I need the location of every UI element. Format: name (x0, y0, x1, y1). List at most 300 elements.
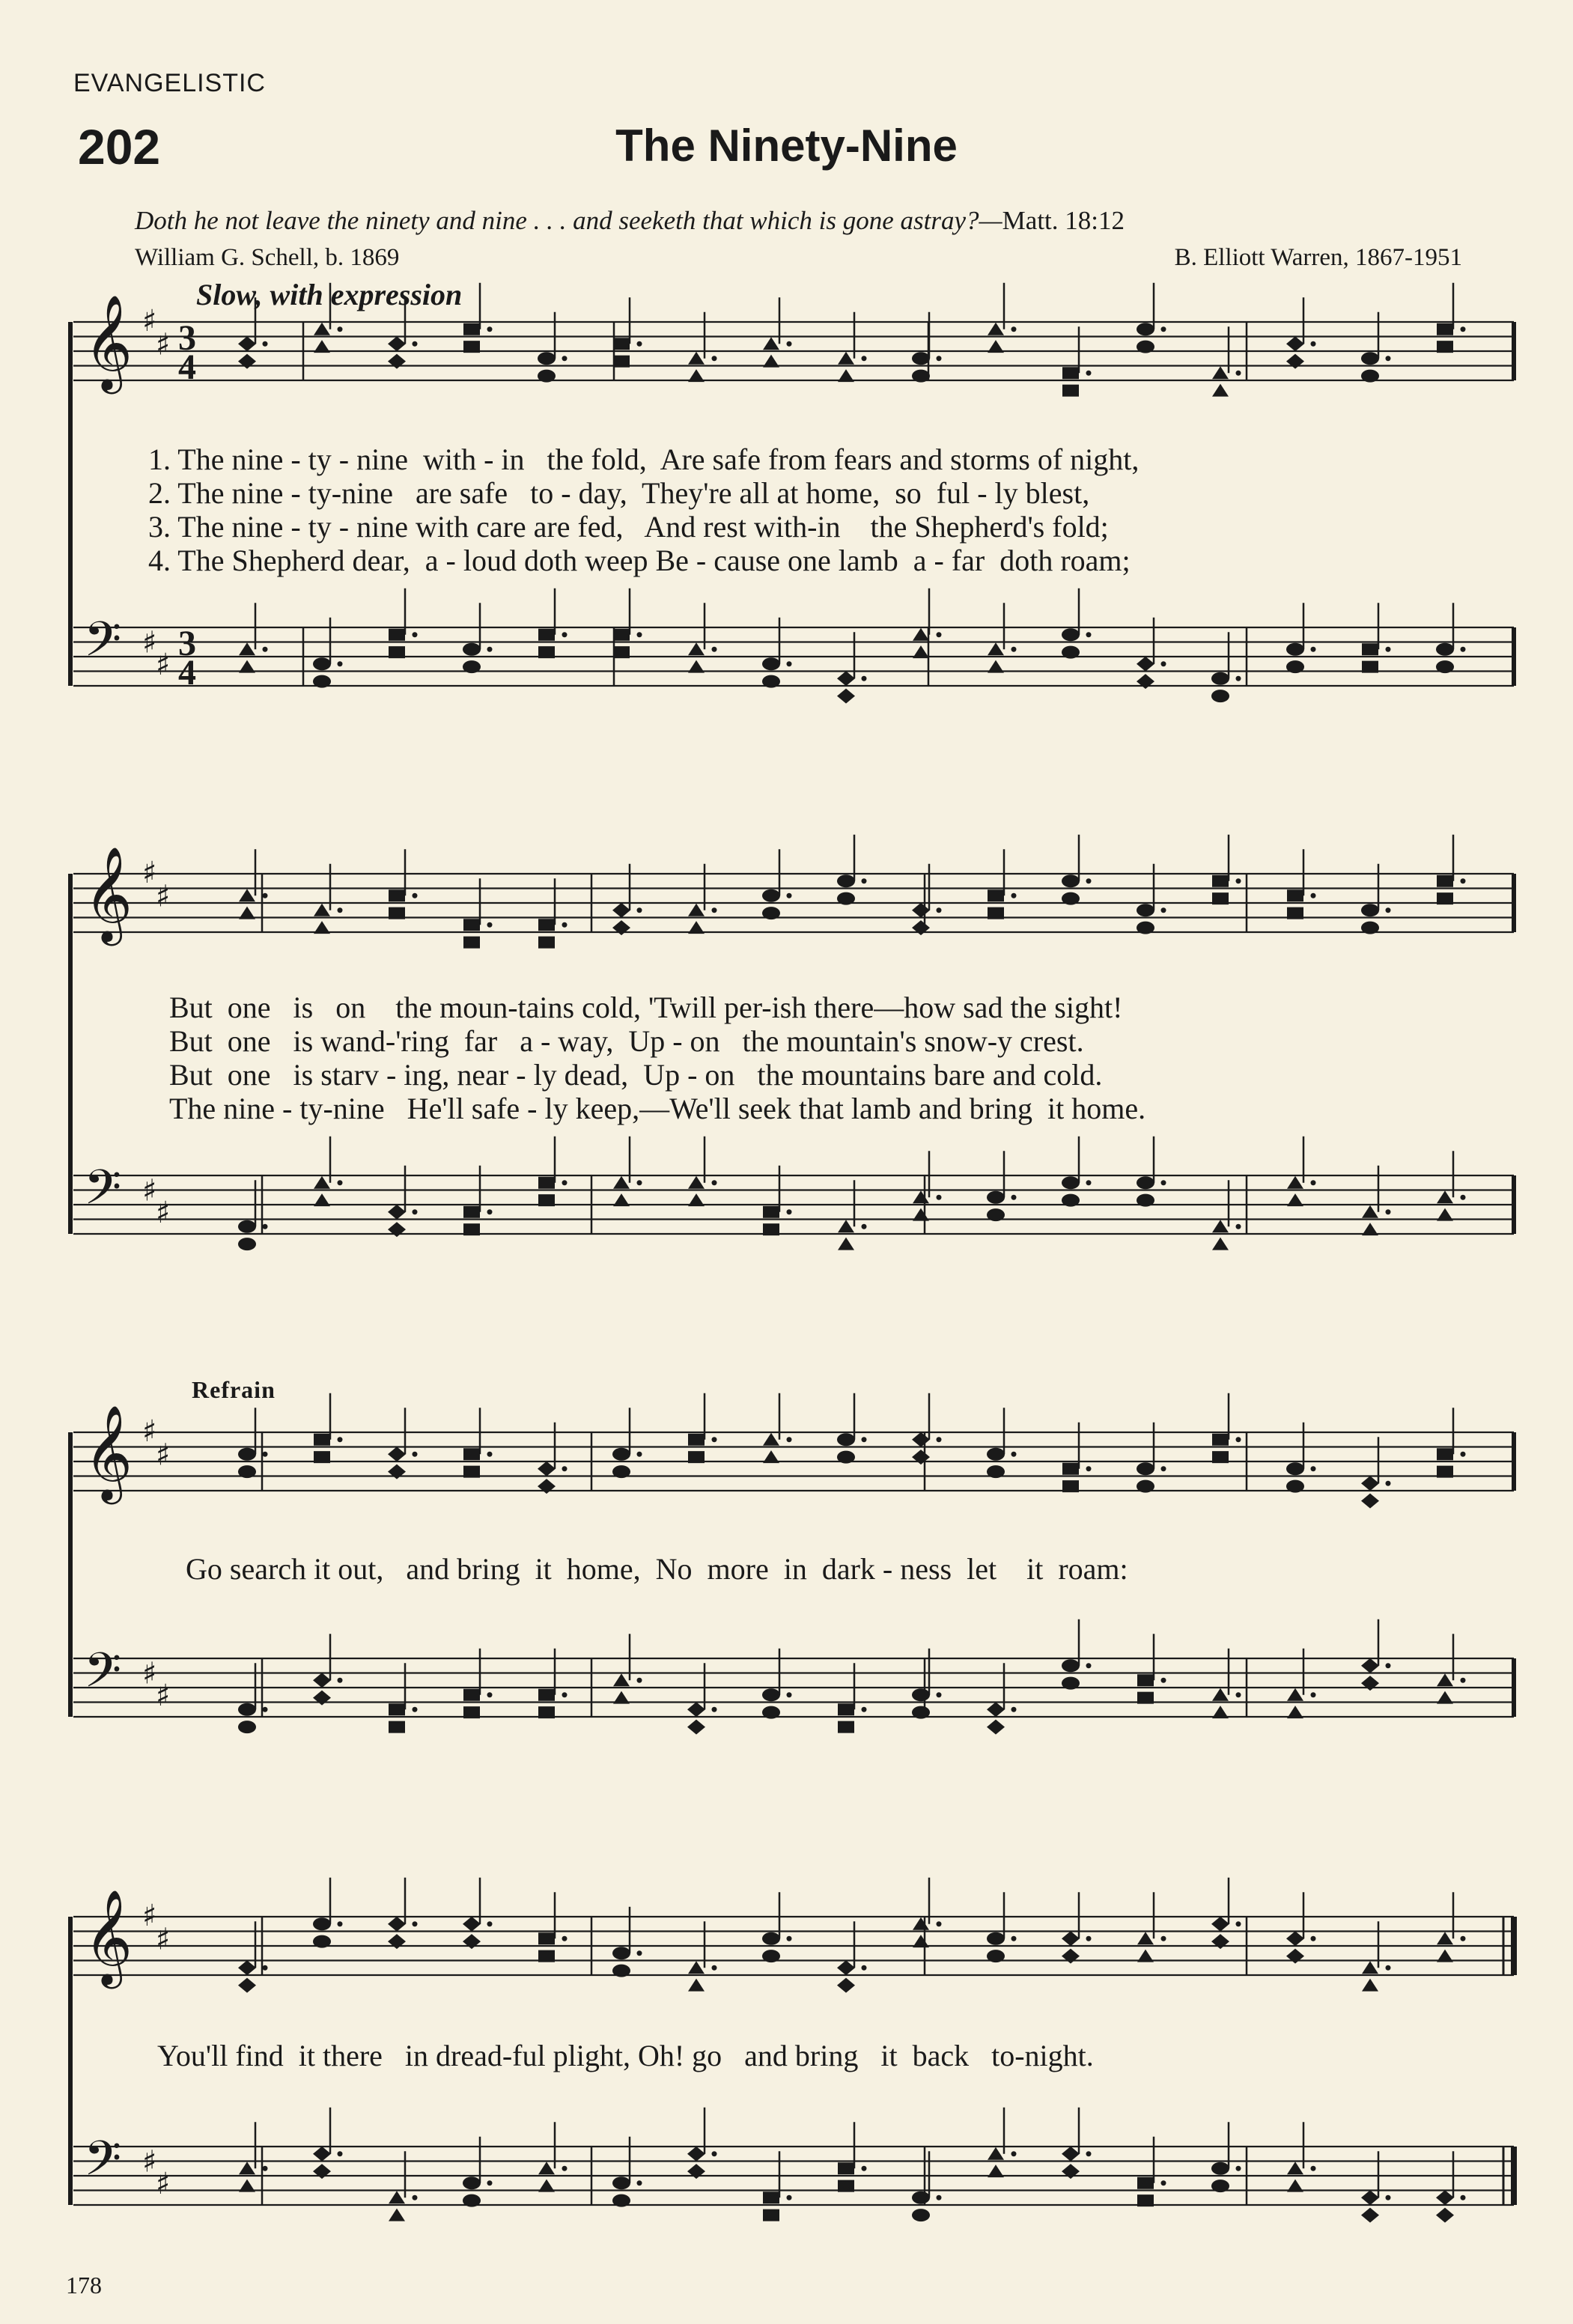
shape-note-head (837, 1960, 855, 1975)
sharp-icon: ♯ (142, 1656, 157, 1691)
dot (1236, 676, 1241, 681)
shape-note-head (838, 352, 854, 365)
shape-note-head (1062, 1463, 1079, 1475)
dot (263, 2166, 268, 2171)
shape-note-head (388, 1222, 406, 1237)
bass-clef-icon: 𝄢 (84, 2131, 122, 2199)
shape-note-head (612, 1465, 630, 1478)
shape-note-head (912, 370, 930, 383)
dot (1461, 878, 1466, 883)
shape-note-head (838, 1238, 854, 1250)
dot (787, 1437, 792, 1442)
shape-note-head (988, 2165, 1004, 2177)
dot (1386, 1663, 1391, 1668)
shape-note-head (1286, 660, 1304, 673)
shape-note-head (538, 370, 556, 383)
dot (1086, 1466, 1092, 1471)
shape-note-head (1361, 2208, 1379, 2223)
shape-note-head (1437, 1950, 1453, 1962)
shape-note-head (1286, 643, 1304, 656)
shape-note-head (314, 904, 330, 916)
page-number: 178 (66, 2272, 102, 2299)
dot (1311, 1692, 1316, 1697)
shape-note-head (762, 907, 780, 919)
shape-note-head (1286, 1949, 1304, 1964)
sharp-icon: ♯ (142, 304, 157, 338)
shape-note-head (1212, 1434, 1229, 1446)
shape-note-head (538, 1950, 555, 1962)
hymn-number: 202 (78, 119, 161, 174)
shape-note-head (613, 356, 630, 368)
shape-note-head (1362, 643, 1378, 655)
dot (787, 1936, 792, 1941)
shape-note-head (1062, 1677, 1080, 1690)
shape-note-head (688, 352, 705, 365)
refrain-line-2: You'll find it there in dread-ful plight, Oh! go and bring it back to-night. (157, 2039, 1094, 2072)
dot (1386, 2195, 1391, 2200)
shape-note-head (463, 323, 480, 335)
shape-note-head (1362, 1205, 1378, 1218)
dot (1311, 2166, 1316, 2171)
dot (1311, 893, 1316, 898)
sharp-icon: ♯ (156, 1922, 171, 1957)
dot (1461, 1452, 1466, 1457)
dot (1011, 1452, 1017, 1457)
dot (562, 632, 568, 637)
shape-note-head (612, 1448, 630, 1461)
shape-note-head (838, 1721, 854, 1733)
shape-note-head (463, 1223, 480, 1235)
dot (1161, 661, 1166, 666)
dot (862, 1224, 867, 1229)
dot (562, 2166, 568, 2171)
shape-note-head (1212, 1451, 1229, 1463)
shape-note-head (987, 1208, 1005, 1221)
shape-note-head (1287, 1176, 1303, 1189)
dot (1236, 1437, 1241, 1442)
shape-note-head (1212, 384, 1229, 397)
shape-note-head (238, 1465, 256, 1478)
shape-note-head (612, 2177, 630, 2189)
shape-note-head (1287, 1688, 1303, 1701)
dot (637, 1678, 642, 1683)
shape-note-head (1137, 2194, 1154, 2206)
shape-note-head (1361, 1658, 1379, 1673)
sharp-icon: ♯ (142, 2144, 157, 2179)
shape-note-head (313, 1691, 331, 1706)
bass-clef-icon: 𝄢 (84, 1643, 122, 1711)
dot (338, 1437, 343, 1442)
dot (937, 632, 942, 637)
shape-note-head (688, 1451, 705, 1463)
shape-note-head (1361, 922, 1379, 934)
shape-note-head (763, 1433, 779, 1446)
dot (562, 356, 568, 361)
shape-note-head (912, 1706, 930, 1719)
shape-note-head (1062, 367, 1079, 379)
shape-note-head (987, 1465, 1005, 1478)
shape-note-head (463, 2177, 481, 2189)
dot (413, 1707, 418, 1712)
dot (263, 341, 268, 347)
shape-note-head (1286, 354, 1304, 369)
shape-note-head (239, 907, 255, 919)
shape-note-head (763, 1223, 779, 1235)
shape-note-head (538, 1177, 555, 1189)
bass-clef-icon: 𝄢 (84, 1160, 122, 1228)
shape-note-head (238, 1238, 256, 1250)
shape-note-head (1211, 672, 1229, 685)
dot (487, 1921, 493, 1926)
shape-note-head (463, 2194, 481, 2207)
dot (263, 1707, 268, 1712)
verse-2-line-1: 2. The nine - ty-nine are safe to - day, They're all at home, so ful - ly blest, (148, 476, 1090, 510)
shape-note-head (1437, 1673, 1453, 1686)
shape-note-head (314, 1451, 330, 1463)
shape-note-head (1137, 1950, 1154, 1962)
dot (1461, 1195, 1466, 1200)
dot (1161, 907, 1166, 913)
shape-note-head (763, 1206, 779, 1218)
shape-note-head (389, 907, 405, 919)
shape-note-head (1437, 1190, 1453, 1203)
shape-note-head (837, 1433, 855, 1446)
shape-note-head (1361, 2190, 1379, 2205)
shape-note-head (1137, 1692, 1154, 1704)
shape-note-head (763, 337, 779, 350)
dot (1311, 1466, 1316, 1471)
shape-note-head (1137, 323, 1154, 335)
dot (338, 1678, 343, 1683)
shape-note-head (463, 643, 481, 656)
shape-note-head (238, 1978, 256, 1993)
shape-note-head (314, 1434, 330, 1446)
dot (1086, 2151, 1092, 2156)
treble-clef-icon: 𝄞 (84, 845, 133, 942)
shape-note-head (1287, 2162, 1303, 2174)
author-credit: William G. Schell, b. 1869 (135, 244, 400, 271)
dot (1461, 647, 1466, 652)
shape-note-head (913, 628, 929, 641)
shape-note-head (238, 1960, 256, 1975)
dot (338, 661, 343, 666)
dot (937, 356, 942, 361)
dot (1386, 907, 1391, 913)
dot (1236, 878, 1241, 883)
dot (338, 1921, 343, 1926)
shape-note-head (388, 1447, 406, 1461)
dot (487, 1452, 493, 1457)
shape-note-head (762, 1932, 780, 1945)
shape-note-head (837, 1978, 855, 1993)
dot (338, 907, 343, 913)
dot (1236, 371, 1241, 376)
dot (487, 1209, 493, 1214)
shape-note-head (688, 642, 705, 655)
shape-note-head (763, 355, 779, 368)
shape-note-head (988, 340, 1004, 353)
shape-note-head (688, 1961, 705, 1974)
dot (862, 2166, 867, 2171)
shape-note-head (988, 907, 1004, 919)
shape-note-head (538, 937, 555, 949)
shape-note-head (1137, 1462, 1154, 1475)
shape-note-head (988, 323, 1004, 335)
dot (637, 2180, 642, 2185)
dot (562, 1692, 568, 1697)
dot (263, 647, 268, 652)
shape-note-head (1212, 892, 1229, 904)
shape-note-head (1436, 2190, 1454, 2205)
shape-note-head (313, 1673, 331, 1688)
shape-note-head (1062, 1659, 1080, 1672)
shape-note-head (1062, 1949, 1080, 1964)
shape-note-head (314, 1176, 330, 1189)
shape-note-head (314, 921, 330, 934)
shape-note-head (688, 1434, 705, 1446)
time-signature-top: 3 (178, 318, 196, 358)
shape-note-head (538, 1706, 555, 1718)
shape-note-head (1437, 1932, 1453, 1944)
shape-note-head (314, 340, 330, 353)
shape-note-head (463, 1917, 481, 1932)
dot (1086, 1180, 1092, 1185)
dot (1161, 1936, 1166, 1941)
hymn-category: EVANGELISTIC (73, 69, 266, 97)
shape-note-head (238, 1703, 256, 1716)
shape-note-head (913, 1208, 929, 1221)
shape-note-head (463, 1448, 480, 1460)
dot (1461, 1678, 1466, 1683)
shape-note-head (1287, 889, 1303, 901)
dot (413, 1921, 418, 1926)
shape-note-head (239, 2179, 255, 2192)
shape-note-head (1211, 2162, 1229, 2175)
shape-note-head (388, 336, 406, 351)
dot (562, 1466, 568, 1471)
shape-note-head (1062, 874, 1080, 887)
shape-note-head (238, 1448, 256, 1461)
dot (1461, 1936, 1466, 1941)
dot (637, 1180, 642, 1185)
shape-note-head (688, 921, 705, 934)
dot (787, 661, 792, 666)
dot (1236, 1692, 1241, 1697)
shape-note-head (763, 2209, 779, 2221)
shape-note-head (1437, 1466, 1453, 1478)
shape-note-head (463, 660, 481, 673)
shape-note-head (1361, 1476, 1379, 1491)
shape-note-head (388, 1205, 406, 1220)
shape-note-head (687, 1702, 705, 1717)
shape-note-head (389, 646, 405, 658)
shape-note-head (1062, 892, 1080, 905)
shape-note-head (389, 629, 405, 641)
shape-note-head (913, 645, 929, 658)
verse-1-line-2: But one is on the moun-tains cold, 'Twill per-ish there—how sad the sight! (169, 991, 1123, 1024)
shape-note-head (838, 1703, 854, 1715)
shape-note-head (913, 1935, 929, 1947)
shape-note-head (612, 1947, 630, 1959)
shape-note-head (838, 2162, 854, 2174)
shape-note-head (913, 1917, 929, 1930)
dot (637, 1452, 642, 1457)
verse-3-line-1: 3. The nine - ty - nine with care are fed, And rest with-in the Shepherd's fold; (148, 510, 1109, 544)
shape-note-head (762, 1688, 780, 1701)
shape-note-head (388, 1917, 406, 1932)
dot (1311, 647, 1316, 652)
shape-note-head (313, 1935, 331, 1948)
dot (937, 2195, 942, 2200)
dot (413, 632, 418, 637)
staves-layer (70, 293, 1514, 2205)
shape-note-head (763, 2191, 779, 2203)
treble-clef-icon: 𝄞 (84, 293, 133, 390)
shape-note-head (988, 660, 1004, 673)
dot (637, 632, 642, 637)
shape-note-head (1137, 674, 1154, 689)
shape-note-head (538, 1479, 556, 1494)
shape-note-head (613, 1673, 630, 1686)
shape-note-head (1286, 1931, 1304, 1946)
shape-note-head (1062, 1480, 1079, 1492)
dot (1161, 2180, 1166, 2185)
shape-note-head (613, 646, 630, 658)
shape-note-head (688, 1193, 705, 1206)
shape-note-head (1062, 646, 1080, 659)
shape-note-head (1211, 690, 1229, 702)
shape-note-head (688, 660, 705, 673)
shape-note-head (389, 2209, 405, 2221)
shape-note-head (1137, 1674, 1154, 1686)
dot (787, 2195, 792, 2200)
dot (1011, 647, 1017, 652)
shape-note-head (1062, 1194, 1080, 1207)
dot (937, 907, 942, 913)
verse-1-line-1: 1. The nine - ty - nine with - in the fold, Are safe from fears and storms of night, (148, 442, 1140, 476)
shape-note-head (688, 369, 705, 382)
dot (1086, 1936, 1092, 1941)
dot (1011, 326, 1017, 332)
dot (712, 1707, 717, 1712)
shape-note-head (1286, 1480, 1304, 1493)
shape-note-head (762, 1706, 780, 1719)
shape-note-head (612, 920, 630, 935)
shape-note-head (613, 1176, 630, 1189)
shape-note-head (538, 919, 555, 931)
shape-note-head (912, 920, 930, 935)
shape-note-head (313, 2147, 331, 2162)
shape-note-head (538, 352, 556, 365)
shape-note-head (463, 1689, 480, 1701)
bass-clef-icon: 𝄢 (84, 612, 122, 680)
shape-note-head (1436, 2208, 1454, 2223)
shape-note-head (688, 1176, 705, 1189)
shape-note-head (1212, 1706, 1229, 1718)
shape-note-head (1212, 1688, 1229, 1701)
refrain-label: Refrain (192, 1376, 276, 1403)
shape-note-head (463, 937, 480, 949)
tempo-marking: Slow, with expression (196, 278, 463, 311)
treble-clef-icon: 𝄞 (84, 1888, 133, 1985)
shape-note-head (463, 1934, 481, 1949)
composer-credit: B. Elliott Warren, 1867-1951 (1174, 244, 1462, 271)
shape-note-head (1137, 657, 1154, 672)
sharp-icon: ♯ (142, 856, 157, 890)
shape-note-head (912, 2191, 930, 2204)
shape-note-head (1287, 2179, 1303, 2192)
shape-note-head (1212, 875, 1229, 887)
dot (862, 356, 867, 361)
dot (263, 1224, 268, 1229)
dot (413, 1209, 418, 1214)
dot (1236, 1921, 1241, 1926)
shape-note-head (238, 1220, 256, 1233)
shape-note-head (837, 1451, 855, 1464)
shape-note-head (1436, 643, 1454, 656)
shape-note-head (912, 2209, 930, 2221)
shape-note-head (1287, 907, 1303, 919)
dot (637, 907, 642, 913)
shape-note-head (612, 903, 630, 918)
shape-note-head (1137, 2177, 1154, 2189)
shape-note-head (463, 1206, 480, 1218)
shape-note-head (688, 904, 705, 916)
shape-note-head (538, 629, 555, 641)
shape-note-head (463, 1706, 480, 1718)
shape-note-head (1437, 1448, 1453, 1460)
time-signature-top: 3 (178, 624, 196, 663)
shape-note-head (1212, 1220, 1229, 1232)
shape-note-head (913, 1190, 929, 1203)
shape-note-head (313, 2164, 331, 2179)
shape-note-head (612, 2194, 630, 2207)
shape-note-head (314, 1193, 330, 1206)
sharp-icon: ♯ (156, 879, 171, 914)
shape-note-head (762, 675, 780, 688)
shape-note-head (388, 1464, 406, 1479)
shape-note-head (389, 1721, 405, 1733)
shape-note-head (538, 2179, 555, 2192)
dot (712, 2151, 717, 2156)
shape-note-head (987, 1720, 1005, 1735)
shape-note-head (1062, 2164, 1080, 2179)
dot (1161, 1180, 1166, 1185)
shape-note-head (538, 1461, 556, 1476)
shape-note-head (987, 1191, 1005, 1204)
shape-note-head (238, 336, 256, 351)
dot (413, 893, 418, 898)
dot (787, 341, 792, 347)
shape-note-head (912, 903, 930, 918)
shape-note-head (1137, 922, 1154, 934)
dot (1386, 1209, 1391, 1214)
shape-note-head (912, 1450, 930, 1464)
shape-note-head (463, 919, 480, 931)
dot (712, 1437, 717, 1442)
dot (487, 922, 493, 928)
shape-note-head (389, 1703, 405, 1715)
shape-note-head (1361, 904, 1379, 916)
shape-note-head (1437, 892, 1453, 904)
shape-note-head (837, 892, 855, 905)
shape-note-head (1211, 1917, 1229, 1932)
shape-note-head (1062, 1931, 1080, 1946)
dot (1161, 1678, 1166, 1683)
dot (562, 1936, 568, 1941)
dot (1461, 326, 1466, 332)
dot (263, 1452, 268, 1457)
